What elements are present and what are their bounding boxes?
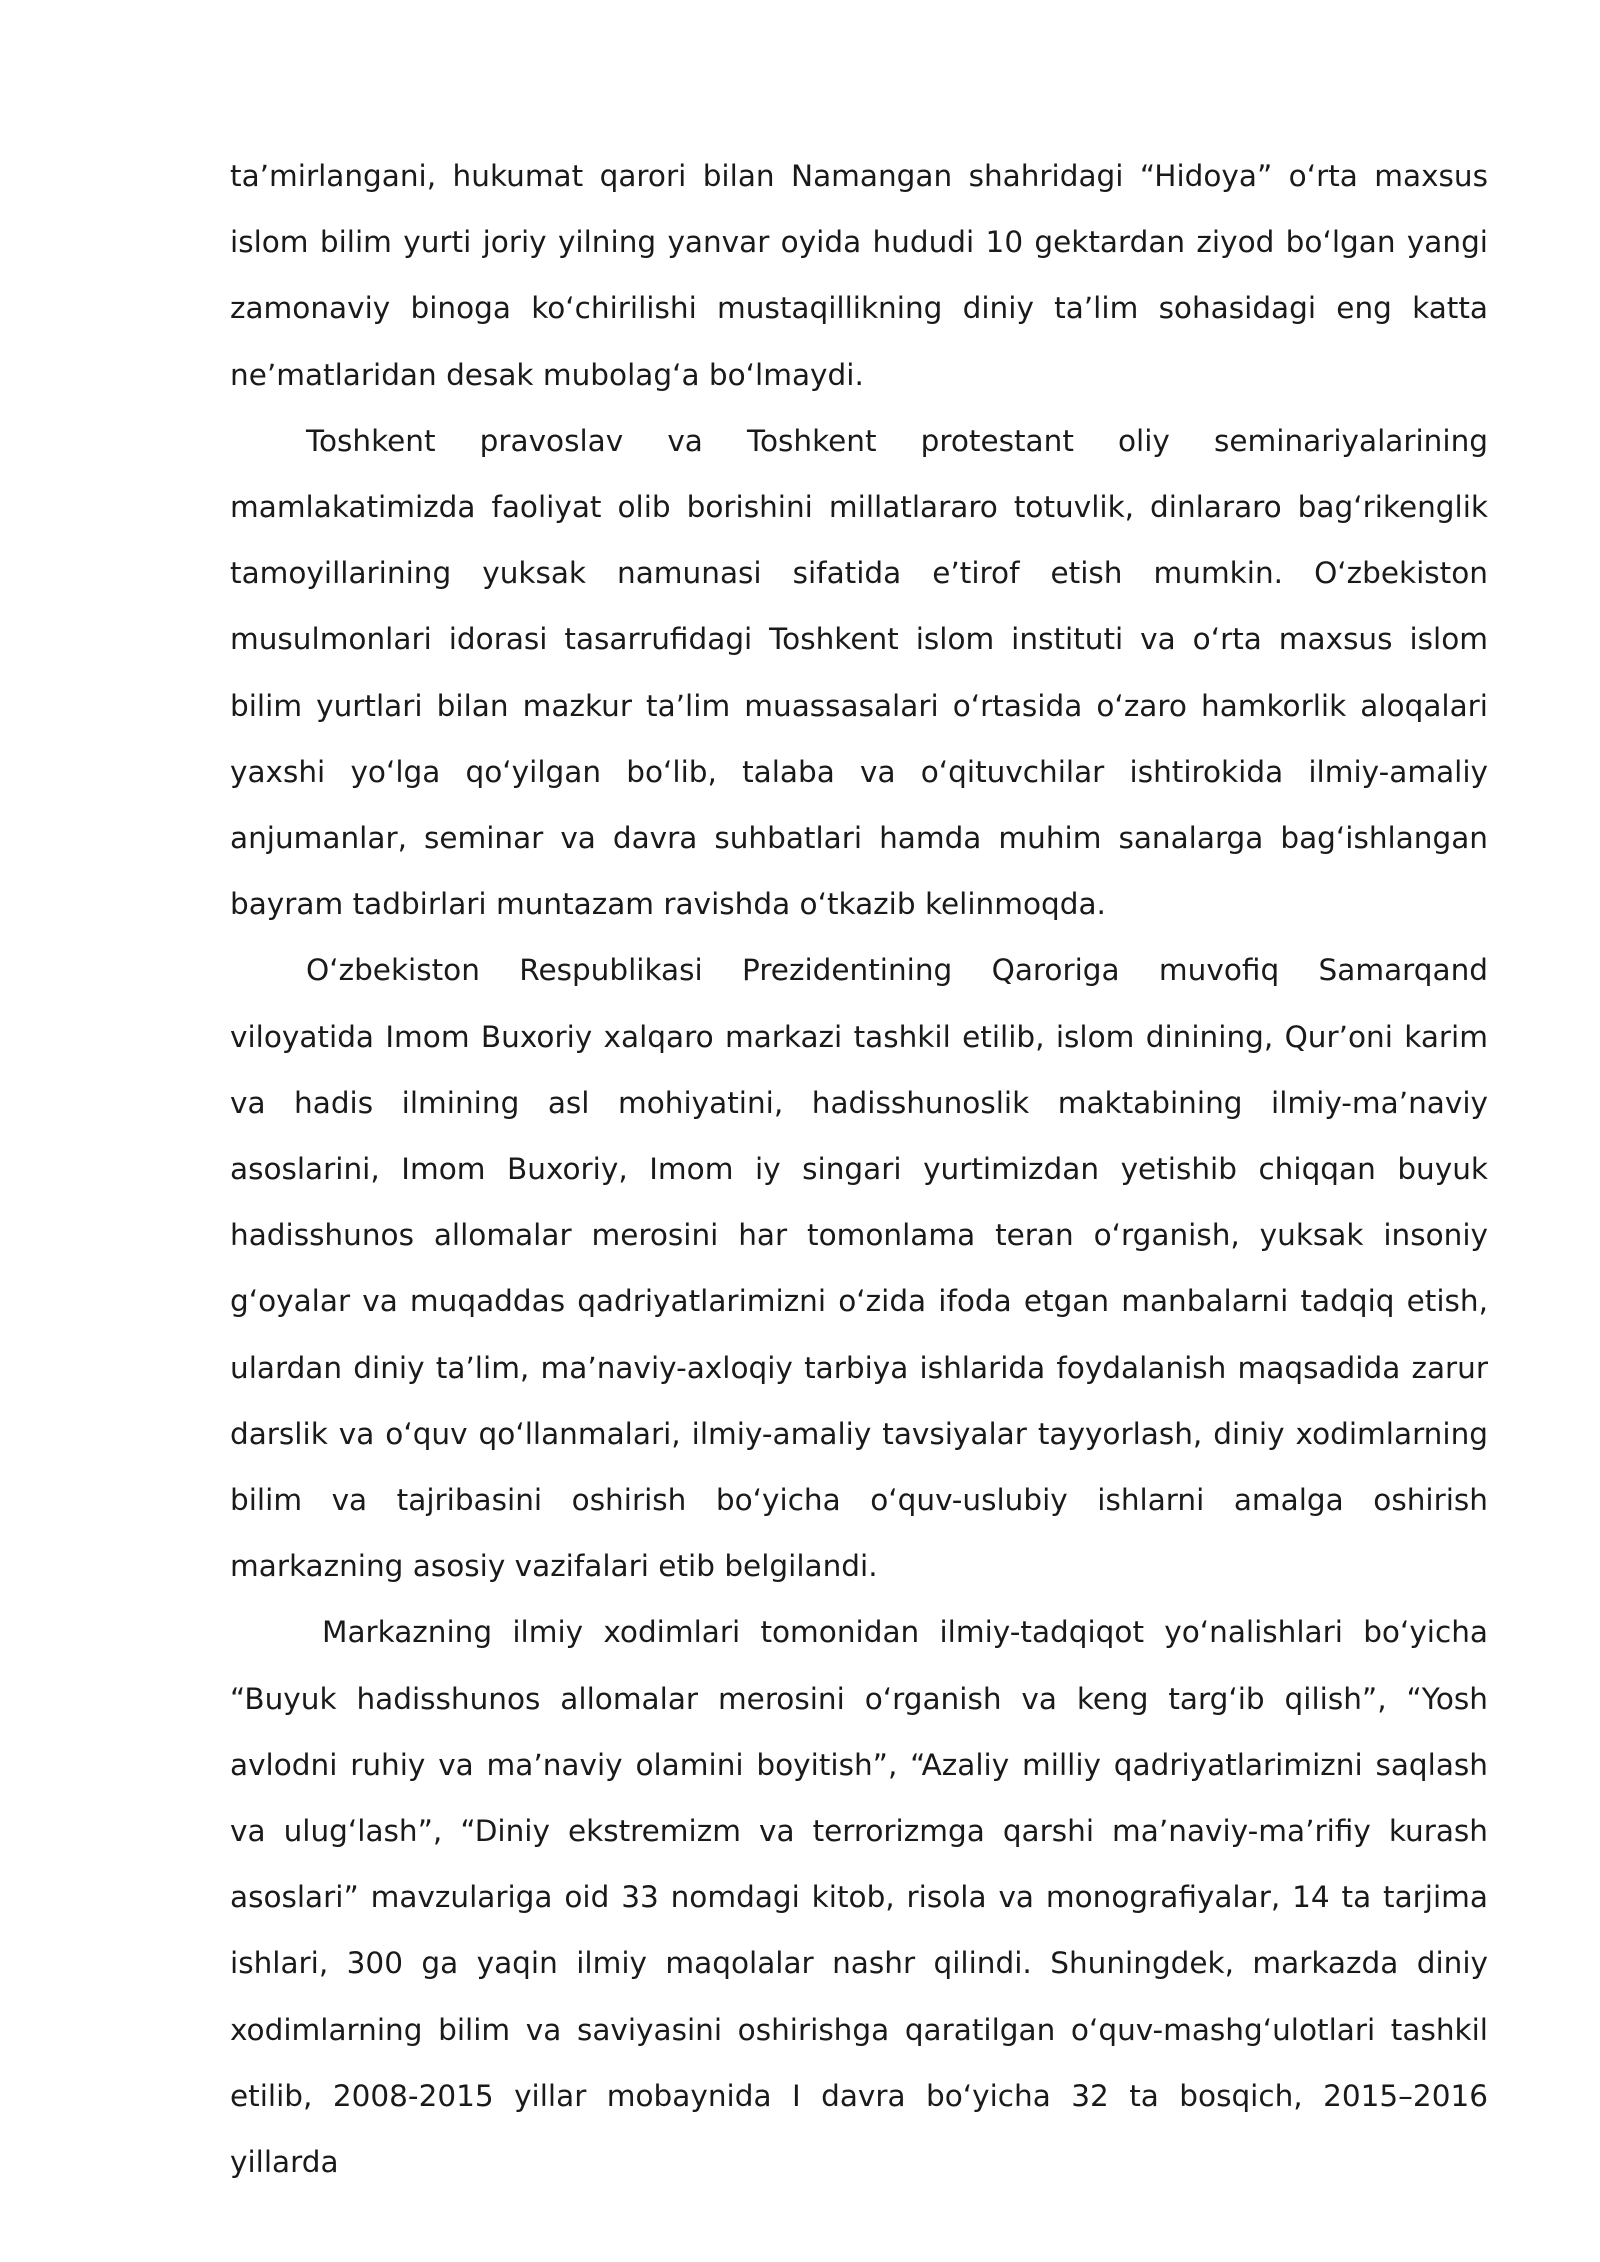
paragraph-2: Toshkent pravoslav va Toshkent protestant oliy seminariyalarining mamlakatimizda faoliyat olib borishini millatlararo totuvlik, dinlararo bag‘rikenglik tamoyillarining yuksak namunasi sifatida e’tirof etish mumkin. O‘zbekiston musulmonlari idorasi tasarrufidagi Toshkent islom instituti va o‘rta maxsus islom bilim yurtlari bilan mazkur ta’lim muassasalari o‘rtasida o‘zaro hamkorlik aloqalari yaxshi yo‘lga qo‘yilgan bo‘lib, talaba va o‘qituvchilar ishtirokida ilmiy-amaliy anjumanlar, seminar va davra suhbatlari hamda muhim sanalarga bag‘ishlangan bayram tadbirlari muntazam ravishda o‘tkazib kelinmoqda.: [230, 423, 1488, 922]
document-body: [230, 143, 1488, 2195]
paragraph-3: O‘zbekiston Respublikasi Prezidentining Qaroriga muvofiq Samarqand viloyatida Imom Buxoriy xalqaro markazi tashkil etilib, islom dinining, Qur’oni karim va hadis ilmining asl mohiyatini, hadisshunoslik maktabining ilmiy-ma’naviy asoslarini, Imom Buxoriy, Imom iy singari yurtimizdan yetishib chiqqan buyuk hadisshunos allomalar merosini har tomonlama teran o‘rganish, yuksak insoniy g‘oyalar va muqaddas qadriyatlarimizni o‘zida ifoda etgan manbalarni tadqiq etish, ulardan diniy ta’lim, ma’naviy-axloqiy tarbiya ishlarida foydalanish maqsadida zarur darslik va o‘quv qo‘llanmalari, ilmiy-amaliy tavsiyalar tayyorlash, diniy xodimlarning bilim va tajribasini oshirish bo‘yicha o‘quv-uslubiy ishlarni amalga oshirish markazning asosiy vazifalari etib belgilandi.: [230, 953, 1488, 1584]
paragraph-4: Markazning ilmiy xodimlari tomonidan ilmiy-tadqiqot yo‘nalishlari bo‘yicha “Buyuk hadisshunos allomalar merosini o‘rganish va keng targ‘ib qilish”, “Yosh avlodni ruhiy va ma’naviy olamini boyitish”, “Azaliy milliy qadriyatlarimizni saqlash va ulug‘lash”, “Diniy ekstremizm va terrorizmga qarshi ma’naviy-ma’rifiy kurash asoslari” mavzulariga oid 33 nomdagi kitob, risola va monografiyalar, 14 ta tarjima ishlari, 300 ga yaqin ilmiy maqolalar nashr qilindi. Shuningdek, markazda diniy xodimlarning bilim va saviyasini oshirishga qaratilgan o‘quv-mashg‘ulotlari tashkil etilib, 2008-2015 yillar mobaynida I davra bo‘yicha 32 ta bosqich, 2015–2016 yillarda: [230, 1615, 1488, 2180]
paragraph-1: ta’mirlangani, hukumat qarori bilan Namangan shahridagi “Hidoya” o‘rta maxsus islom bilim yurti joriy yilning yanvar oyida hududi 10 gektardan ziyod bo‘lgan yangi zamonaviy binoga ko‘chirilishi mustaqillikning diniy ta’lim sohasidagi eng katta ne’matlaridan desak mubolag‘a bo‘lmaydi.: [230, 159, 1488, 392]
